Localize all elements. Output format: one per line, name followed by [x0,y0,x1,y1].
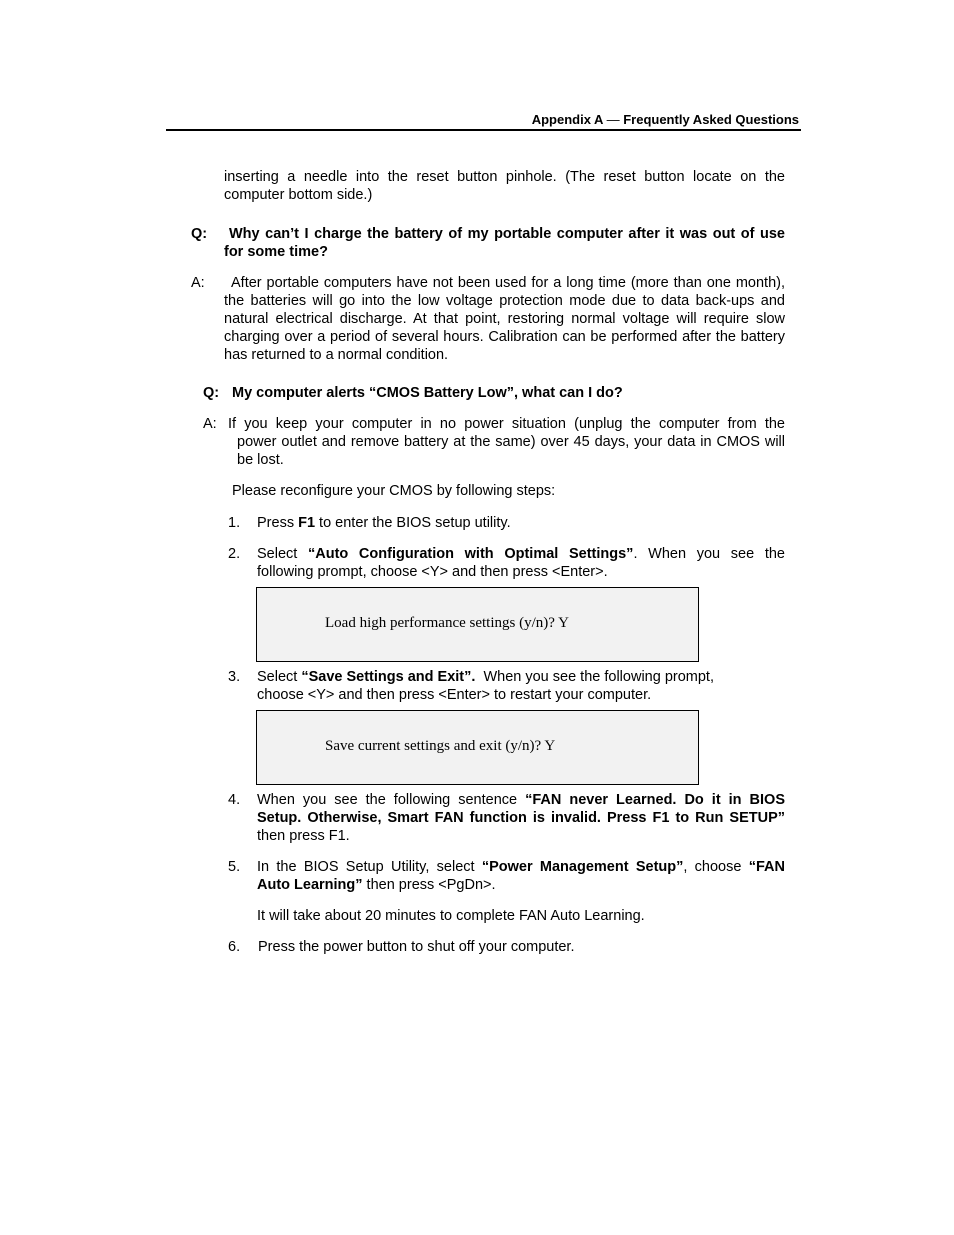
running-header [532,112,799,127]
step5-pre: In the BIOS Setup Utility, select [257,859,482,875]
faq2-q-label: Q: [203,385,220,401]
header-section: Frequently Asked Questions [623,112,799,127]
prompt-box-2-text: Save current settings and exit (y/n)? Y [325,738,556,754]
faq1-answer: After portable computers have not been used for a long time (more than one month), the batteries will go into the low voltage protection mode due to data back-ups and natural electrical discharge. At that point, restoring normal voltage will require slow charging over a period of several hours. Calibration can be performed after the battery has returned to a normal condition. [224,275,785,363]
intro-paragraph: inserting a needle into the reset button pinhole. (The reset button locate on the computer bottom side.) [224,169,785,203]
faq2-question: My computer alerts “CMOS Battery Low”, what can I do? [232,385,623,401]
step3-line2: choose <Y> and then press <Enter> to restart your computer. [257,687,652,703]
faq2-answer-first: If you keep your computer in no power situation (unplug the computer from the [228,416,785,432]
step6-number: 6. [228,939,241,955]
step1-number: 1. [228,515,241,531]
faq2-answer-rest: power outlet and remove battery at the same) over 45 days, your data in CMOS will be lost. [237,434,785,468]
step1-key: F1 [298,515,316,531]
step6-text: Press the power button to shut off your computer. [258,939,575,955]
step4-number: 4. [228,792,241,808]
step3-pre: Select [257,669,302,685]
step5-note: It will take about 20 minutes to complete FAN Auto Learning. [257,908,645,924]
step4-pre: When you see the following sentence [257,792,526,808]
prompt-box-1 [256,587,699,662]
step4-text [257,791,785,845]
header-dash: — [606,112,620,127]
prompt-box-2 [256,710,699,785]
step2-option: “Auto Configuration with Optimal Settings” [307,546,634,562]
faq1-question: Why can’t I charge the battery of my portable computer after it was out of use for some time? [224,226,785,260]
faq1-a-label: A: [191,275,205,291]
step2-post: . When you see the following prompt, choose <Y> and then press <Enter>. [257,546,785,580]
step4-post: then press F1. [257,828,350,844]
step3-number: 3. [228,669,241,685]
step1-post: to enter the BIOS setup utility. [315,515,511,531]
steps-intro: Please reconfigure your CMOS by following steps: [232,483,556,499]
step2-pre: Select [257,546,308,562]
step5-text [257,858,785,894]
step5-option2: “FAN Auto Learning” [257,859,785,893]
step5-mid: , choose [683,859,749,875]
prompt-box-1-text: Load high performance settings (y/n)? Y [325,615,569,631]
step5-number: 5. [228,859,241,875]
step4-message: “FAN never Learned. Do it in BIOS Setup. Otherwise, Smart FAN function is invalid. Press F1 to Run SETUP” [257,792,785,826]
header-rule [166,129,801,131]
step2-number: 2. [228,546,241,562]
header-appendix: Appendix A [531,112,603,127]
faq1-q-label: Q: [191,226,208,242]
step3-post-line1: When you see the following prompt, [475,669,714,685]
step3-option: “Save Settings and Exit”. [301,669,476,685]
step1-pre: Press [257,515,299,531]
faq2-a-label: A: [203,416,217,432]
step5-post: then press <PgDn>. [362,877,496,893]
step1-text [257,514,785,532]
step3-line1 [257,668,714,686]
step2-text [257,545,785,581]
step5-option1: “Power Management Setup” [481,859,684,875]
